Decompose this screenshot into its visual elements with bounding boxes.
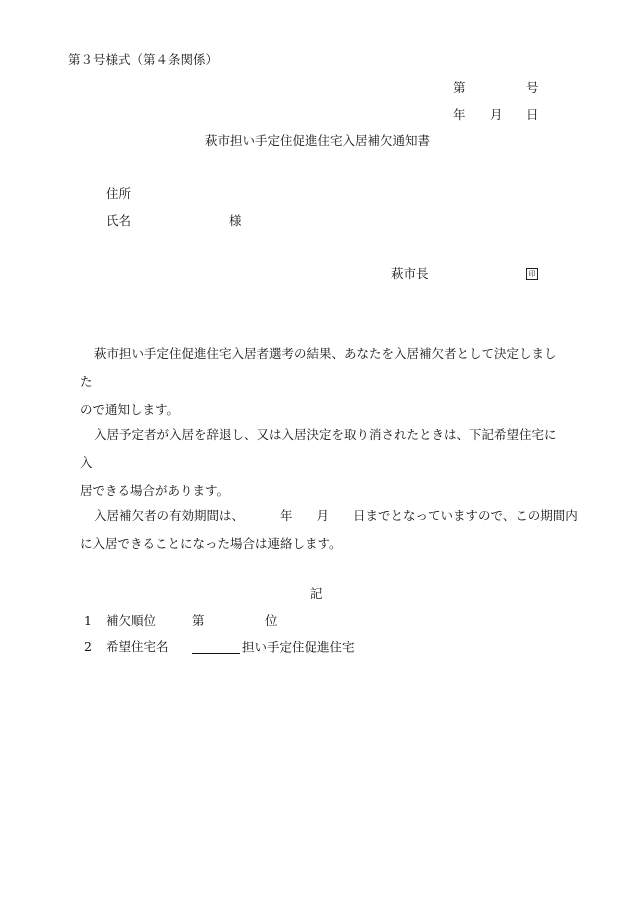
paragraph-2-line-2: 居できる場合があります。 <box>80 483 230 498</box>
housing-name-blank <box>192 641 240 654</box>
issuer-title: 萩市長 <box>391 266 429 281</box>
date-month: 月 <box>490 107 503 122</box>
item-1-number: 1 <box>84 613 92 628</box>
name-label: 氏名 <box>106 213 132 228</box>
item-2-value <box>192 641 355 654</box>
validity-rest: 日までとなっていますので、この期間内 <box>353 508 578 523</box>
paragraph-1-line-2: ので通知します。 <box>80 402 180 417</box>
date-day: 日 <box>526 107 539 122</box>
paragraph-3-line-2: に入居できることになった場合は連絡します。 <box>80 536 342 551</box>
item-2-label: 希望住宅名 <box>106 639 169 654</box>
paragraph-1-line-1: 萩市担い手定住促進住宅入居者選考の結果、あなたを入居補欠者として決定しました <box>80 346 557 389</box>
document-title: 萩市担い手定住促進住宅入居補欠通知書 <box>205 133 431 148</box>
validity-month: 月 <box>316 508 330 523</box>
seal-icon: 印 <box>526 268 538 280</box>
item-1-value-suffix: 位 <box>265 613 278 628</box>
form-number: 第３号様式（第４条関係） <box>68 52 219 67</box>
date-year: 年 <box>453 107 466 122</box>
doc-number-prefix: 第 <box>453 80 466 95</box>
address-label: 住所 <box>106 186 132 201</box>
item-2-value-suffix: 担い手定住促進住宅 <box>242 639 355 655</box>
item-2-number: 2 <box>84 639 92 654</box>
honorific: 様 <box>229 213 242 228</box>
ki-heading: 記 <box>310 586 323 601</box>
validity-year: 年 <box>280 508 293 523</box>
item-1-label: 補欠順位 <box>106 613 157 628</box>
doc-number-suffix: 号 <box>526 80 539 95</box>
validity-intro: 入居補欠者の有効期間は、 <box>94 508 245 523</box>
paragraph-2 <box>80 421 566 505</box>
paragraph-3-line-1 <box>80 502 578 530</box>
paragraph-3 <box>80 502 578 558</box>
paragraph-1 <box>80 340 566 424</box>
paragraph-2-line-1: 入居予定者が入居を辞退し、又は入居決定を取り消されたときは、下記希望住宅に入 <box>80 427 557 470</box>
item-1-value-prefix: 第 <box>192 613 205 628</box>
